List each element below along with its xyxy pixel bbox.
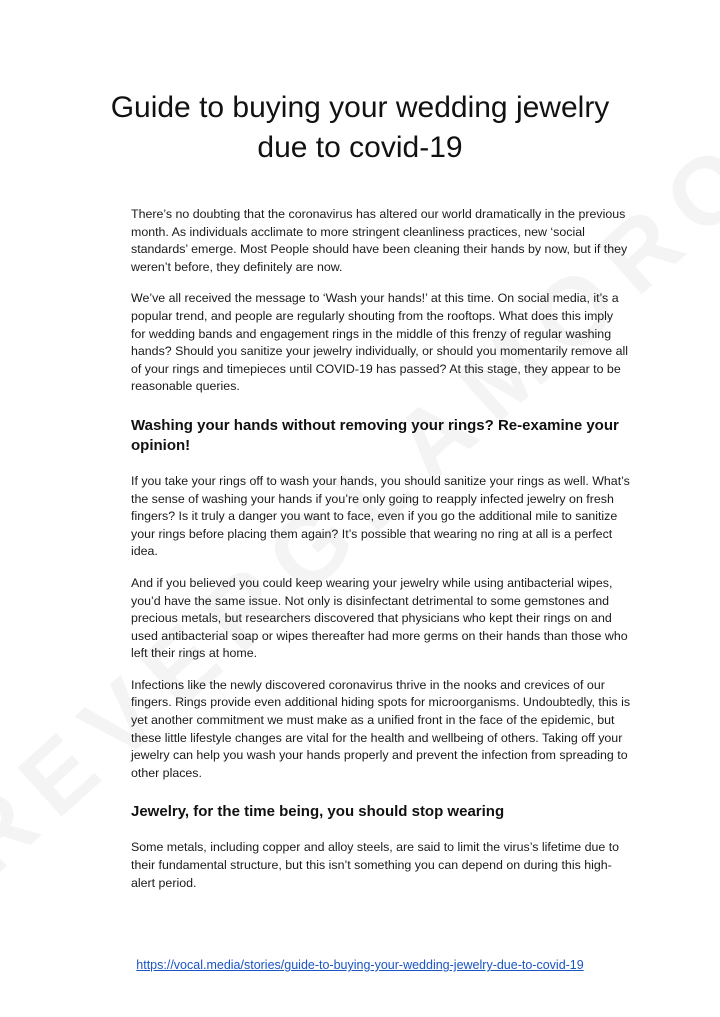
section-heading-stop-wearing: Jewelry, for the time being, you should stop wearing	[131, 803, 505, 821]
paragraph-sanitize-rings: If you take your rings off to wash your hands, you should sanitize your rings as well. What’s the sense of washing your hands if you’re only going to reapply infected jewelry on fresh fingers? Is it truly a danger you want to face, even if you go the additional mile to sanitize your rings before placing them again? It’s possible that wearing no ring at all is a perfect idea.	[131, 473, 630, 559]
paragraph-intro: There’s no doubting that the coronavirus has altered our world dramatically in the previous month. As individuals acclimate to more stringent cleanliness practices, new ‘social standards’ emerge. Most People should have been cleaning their hands by now, but if they weren’t before, they definitely are now.	[131, 207, 628, 274]
title-line-2: due to covid-19	[257, 131, 463, 164]
paragraph-wash-hands: We’ve all received the message to ‘Wash your hands!’ at this time. On social media, it’s a popular trend, and people are regularly shouting from the rooftops. What does this imply for wedding bands and engagement rings in the middle of this frenzy of regular washing hands? Should you sanitize your jewelry individually, or should you momentarily remove all of your rings and timepieces until COVID-19 has passed? At this stage, they appear to be reasonable queries.	[131, 291, 629, 394]
source-link[interactable]: https://vocal.media/stories/guide-to-buying-your-wedding-jewelry-due-to-covid-19	[136, 958, 584, 972]
paragraph-infections: Infections like the newly discovered coronavirus thrive in the nooks and crevices of our fingers. Rings provide even additional hiding spots for microorganisms. Undoubtedly, this is yet another commitment we must make as a unified front in the face of the epidemic, but these little lifestyle changes are vital for the health and wellbeing of others. Taking off your jewelry can help you wash your hands properly and prevent the infection from spreading to other places.	[131, 677, 631, 780]
paragraph-metals: Some metals, including copper and alloy steels, are said to limit the virus’s lifetime due to their fundamental structure, but this isn’t something you can depend on during this high-alert period.	[131, 840, 620, 890]
paragraph-antibacterial: And if you believed you could keep wearing your jewelry while using antibacterial wipes, you’d have the same issue. Not only is disinfectant detrimental to some gemstones and precious metals, but researchers discovered that physicians who kept their rings on and used antibacterial soap or wipes thereafter had more germs on their hands than those who left their rings at home.	[131, 575, 628, 661]
title-line-1: Guide to buying your wedding jewelry	[110, 91, 610, 124]
section-heading-rings: Washing your hands without removing your rings? Re-examine your opinion!	[131, 416, 619, 454]
document-body	[131, 206, 631, 906]
document-title	[60, 88, 660, 168]
